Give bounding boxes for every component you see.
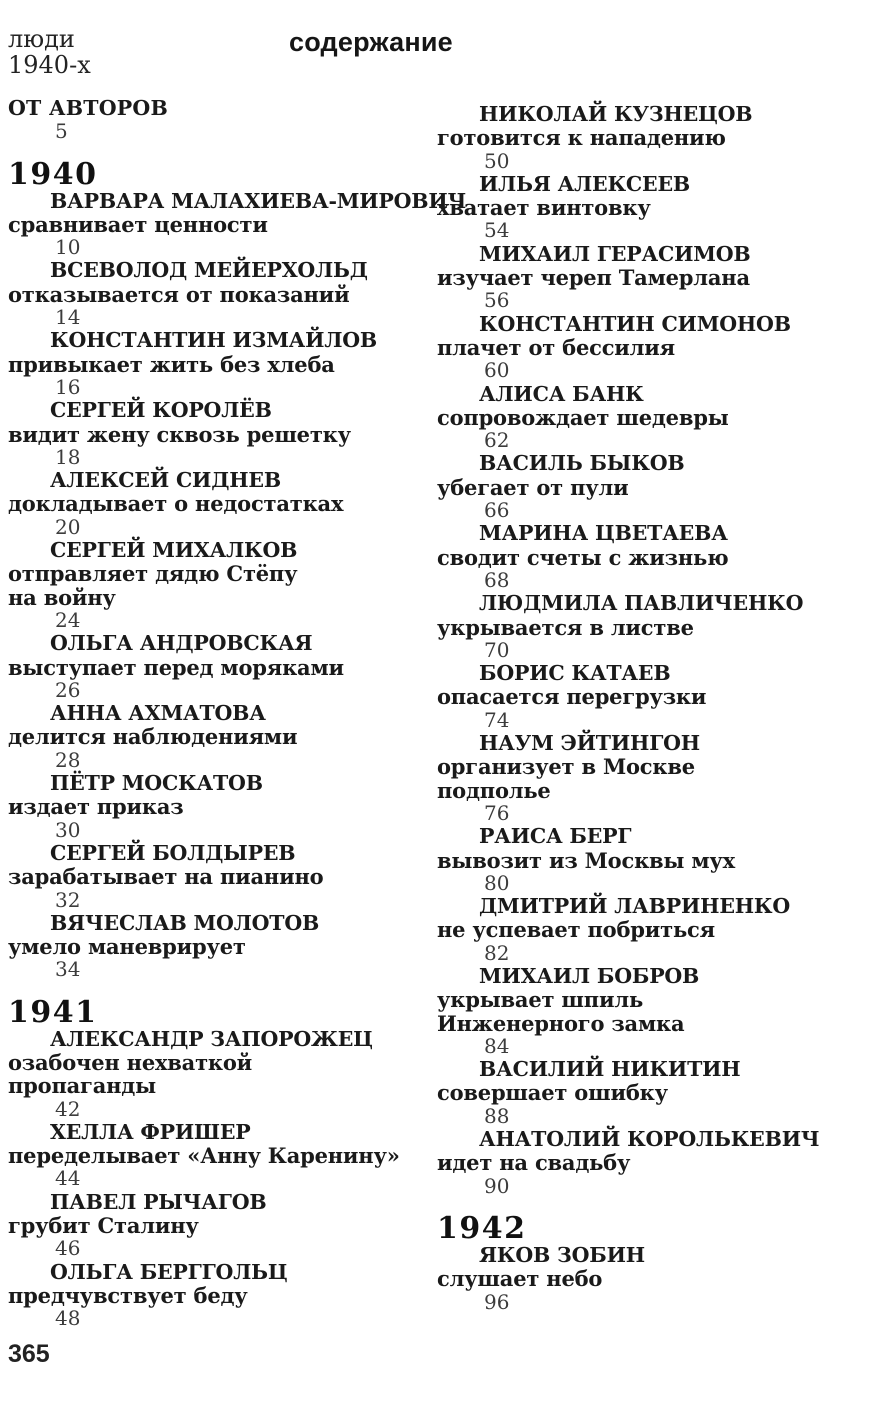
toc-entry-page: 48 — [55, 1306, 81, 1331]
toc-entry-name: НАУМ ЭЙТИНГОН — [479, 731, 700, 756]
toc-entry-name: МИХАИЛ ГЕРАСИМОВ — [479, 241, 751, 266]
imprint-line1: люди — [8, 25, 75, 53]
toc-entry — [437, 383, 867, 453]
toc-entry-page: 60 — [484, 358, 510, 383]
page-folio: 365 — [8, 1340, 50, 1368]
toc-year-heading: 1940 — [8, 156, 98, 192]
toc-entry — [8, 329, 423, 399]
toc-entry — [437, 662, 867, 732]
toc-entry-name: ВАСИЛИЙ НИКИТИН — [479, 1057, 741, 1082]
toc-entry — [437, 592, 867, 662]
toc-entry-page: 24 — [55, 607, 81, 632]
toc-entry-name: ОТ АВТОРОВ — [8, 96, 168, 120]
toc-entry-page: 74 — [484, 707, 510, 732]
toc-entry-page: 56 — [484, 288, 510, 313]
toc-entry-name: КОНСТАНТИН СИМОНОВ — [479, 311, 791, 336]
toc-entry-name: ВЯЧЕСЛАВ МОЛОТОВ — [50, 910, 320, 935]
toc-entry-name: ВСЕВОЛОД МЕЙЕРХОЛЬД — [50, 258, 368, 283]
toc-entry-description: вывозит из Москвы мух — [437, 847, 735, 873]
toc-entry — [8, 1261, 423, 1331]
toc-entry-page: 32 — [55, 887, 81, 912]
toc-entry-description: делится наблюдениями — [8, 724, 298, 750]
toc-entry-page: 62 — [484, 428, 510, 453]
toc-entry-page: 50 — [484, 148, 510, 173]
toc-entry-description: плачет от бессилия — [437, 334, 675, 360]
toc-entry-page: 18 — [55, 444, 81, 469]
toc-entry-description: озабочен нехваткой — [8, 1049, 253, 1075]
toc-entry — [8, 188, 467, 260]
toc-entry — [437, 243, 867, 313]
toc-entry-name: ХЕЛЛА ФРИШЕР — [50, 1119, 251, 1144]
toc-entry — [437, 1128, 867, 1198]
toc-entry — [437, 1058, 867, 1128]
toc-entry-description: издает приказ — [8, 794, 184, 820]
toc-entry-name: ОЛЬГА БЕРГГОЛЬЦ — [50, 1259, 288, 1284]
toc-entry — [437, 173, 867, 243]
toc-entry — [8, 1191, 423, 1261]
toc-entry-description: Инженерного замка — [437, 1010, 685, 1036]
toc-entry-page: 28 — [55, 747, 81, 772]
toc-entry-page: 42 — [55, 1096, 81, 1121]
toc-entry — [437, 452, 867, 522]
toc-entry-name: МИХАИЛ БОБРОВ — [479, 963, 700, 988]
toc-entry-description: видит жену сквозь решетку — [8, 421, 351, 447]
toc-entry — [437, 895, 867, 965]
toc-entry-description: опасается перегрузки — [437, 684, 707, 710]
toc-entry-description: сводит счеты с жизнью — [437, 544, 729, 570]
toc-entry-description: зарабатывает на пианино — [8, 864, 324, 890]
toc-entry-page: 10 — [55, 235, 81, 260]
toc-entry-page: 66 — [484, 498, 510, 523]
toc-entry-description: отказывается от показаний — [8, 281, 350, 307]
toc-column-right — [437, 103, 867, 1314]
toc-entry-name: СЕРГЕЙ КОРОЛЁВ — [50, 398, 272, 423]
toc-entry — [8, 399, 423, 469]
toc-entry-page: 88 — [484, 1103, 510, 1128]
toc-entry-page: 20 — [55, 514, 81, 539]
toc-entry-description: докладывает о недостатках — [8, 491, 344, 517]
toc-entry-page: 16 — [55, 374, 81, 399]
toc-entry-name: АЛЕКСЕЙ СИДНЕВ — [50, 468, 281, 493]
toc-entry — [8, 632, 423, 702]
toc-entry-name: ЛЮДМИЛА ПАВЛИЧЕНКО — [479, 591, 804, 616]
toc-entry — [8, 469, 423, 539]
toc-entry-name: НИКОЛАЙ КУЗНЕЦОВ — [479, 102, 753, 126]
toc-entry — [8, 842, 423, 912]
toc-column-left — [8, 96, 467, 1331]
toc-entry-name: РАИСА БЕРГ — [479, 824, 632, 849]
toc-entry — [8, 702, 423, 772]
toc-entry-description: предчувствует беду — [8, 1282, 248, 1308]
toc-entry — [437, 965, 867, 1058]
toc-entry — [437, 522, 867, 592]
toc-entry-description: не успевает побриться — [437, 917, 715, 943]
toc-entry-description: грубит Сталину — [8, 1213, 199, 1239]
toc-entry-name: МАРИНА ЦВЕТАЕВА — [479, 521, 728, 546]
toc-entry-description: организует в Москве — [437, 754, 695, 780]
contents-title: содержание — [289, 27, 453, 57]
toc-entry-page: 46 — [55, 1236, 81, 1261]
toc-entry-name: ВАСИЛЬ БЫКОВ — [479, 451, 685, 476]
toc-year-heading: 1942 — [437, 1210, 527, 1246]
toc-entry-description: готовится к нападению — [437, 125, 726, 151]
toc-entry-page: 5 — [55, 119, 68, 144]
toc-entry-name: БОРИС КАТАЕВ — [479, 661, 671, 686]
toc-entry-page: 80 — [484, 870, 510, 895]
toc-entry-description: сравнивает ценности — [8, 211, 268, 237]
toc-entry-description: совершает ошибку — [437, 1080, 668, 1106]
toc-entry-name: ВАРВАРА МАЛАХИЕВА-МИРОВИЧ — [50, 188, 467, 213]
toc-entry-description: подполье — [437, 777, 551, 803]
toc-entry-page: 44 — [55, 1166, 81, 1191]
toc-entry-name: АНАТОЛИЙ КОРОЛЬКЕВИЧ — [479, 1127, 820, 1152]
toc-entry — [8, 539, 423, 632]
toc-entry-description: умело маневрирует — [8, 934, 246, 960]
toc-entry-name: АННА АХМАТОВА — [50, 701, 266, 726]
toc-entry-description: пропаганды — [8, 1073, 156, 1099]
toc-entry-description: сопровождает шедевры — [437, 404, 729, 430]
toc-entry-name: ПАВЕЛ РЫЧАГОВ — [50, 1189, 267, 1214]
toc-entry — [8, 772, 423, 842]
toc-entry-name: АЛЕКСАНДР ЗАПОРОЖЕЦ — [50, 1026, 373, 1051]
toc-entry — [8, 912, 423, 982]
toc-entry-description: отправляет дядю Стёпу — [8, 561, 298, 587]
toc-entry-page: 34 — [55, 957, 81, 982]
toc-entry-page: 90 — [484, 1173, 510, 1198]
toc-entry-description: укрывает шпиль — [437, 987, 644, 1013]
toc-entry-page: 84 — [484, 1033, 510, 1058]
toc-entry-name: АЛИСА БАНК — [479, 381, 644, 406]
toc-entry-name: СЕРГЕЙ БОЛДЫРЕВ — [50, 840, 296, 865]
toc-year-heading: 1941 — [8, 994, 98, 1030]
toc-entry-description: изучает череп Тамерлана — [437, 265, 750, 291]
toc-entry — [8, 259, 423, 329]
toc-entry-page: 82 — [484, 940, 510, 965]
toc-entry-description: на войну — [8, 584, 116, 610]
toc-entry-name: ПЁТР МОСКАТОВ — [50, 771, 263, 796]
toc-entry-page: 54 — [484, 218, 510, 243]
toc-entry-description: укрывается в листве — [437, 614, 694, 640]
toc-entry-page: 30 — [55, 817, 81, 842]
toc-entry — [437, 825, 867, 895]
toc-entry-description: хватает винтовку — [437, 195, 651, 221]
toc-entry-description: переделывает «Анну Каренину» — [8, 1143, 400, 1169]
toc-entry-description: выступает перед моряками — [8, 654, 344, 680]
toc-entry-page: 68 — [484, 567, 510, 592]
toc-entry — [437, 103, 867, 173]
toc-entry-page: 14 — [55, 305, 81, 330]
toc-entry — [437, 732, 867, 825]
toc-entry-name: ДМИТРИЙ ЛАВРИНЕНКО — [479, 894, 791, 919]
toc-entry — [437, 1244, 867, 1314]
toc-entry — [8, 1121, 423, 1191]
toc-entry-name: ОЛЬГА АНДРОВСКАЯ — [50, 631, 313, 656]
toc-entry-name: СЕРГЕЙ МИХАЛКОВ — [50, 538, 298, 563]
toc-entry-page: 26 — [55, 677, 81, 702]
toc-entry-description: слушает небо — [437, 1266, 603, 1292]
book-imprint — [8, 26, 91, 78]
toc-entry-page: 96 — [484, 1289, 510, 1314]
toc-entry-description: убегает от пули — [437, 474, 629, 500]
toc-entry-page: 70 — [484, 637, 510, 662]
toc-entry-page: 76 — [484, 800, 510, 825]
toc-entry-description: привыкает жить без хлеба — [8, 351, 335, 377]
imprint-line2: 1940-х — [8, 51, 91, 79]
toc-entry-description: идет на свадьбу — [437, 1150, 631, 1176]
toc-entry-name: ИЛЬЯ АЛЕКСЕЕВ — [479, 171, 691, 196]
toc-entry-name: ЯКОВ ЗОБИН — [479, 1242, 645, 1267]
toc-entry — [8, 1028, 423, 1121]
front-matter-entry — [8, 97, 423, 144]
toc-entry-name: КОНСТАНТИН ИЗМАЙЛОВ — [50, 328, 378, 353]
toc-entry — [437, 313, 867, 383]
